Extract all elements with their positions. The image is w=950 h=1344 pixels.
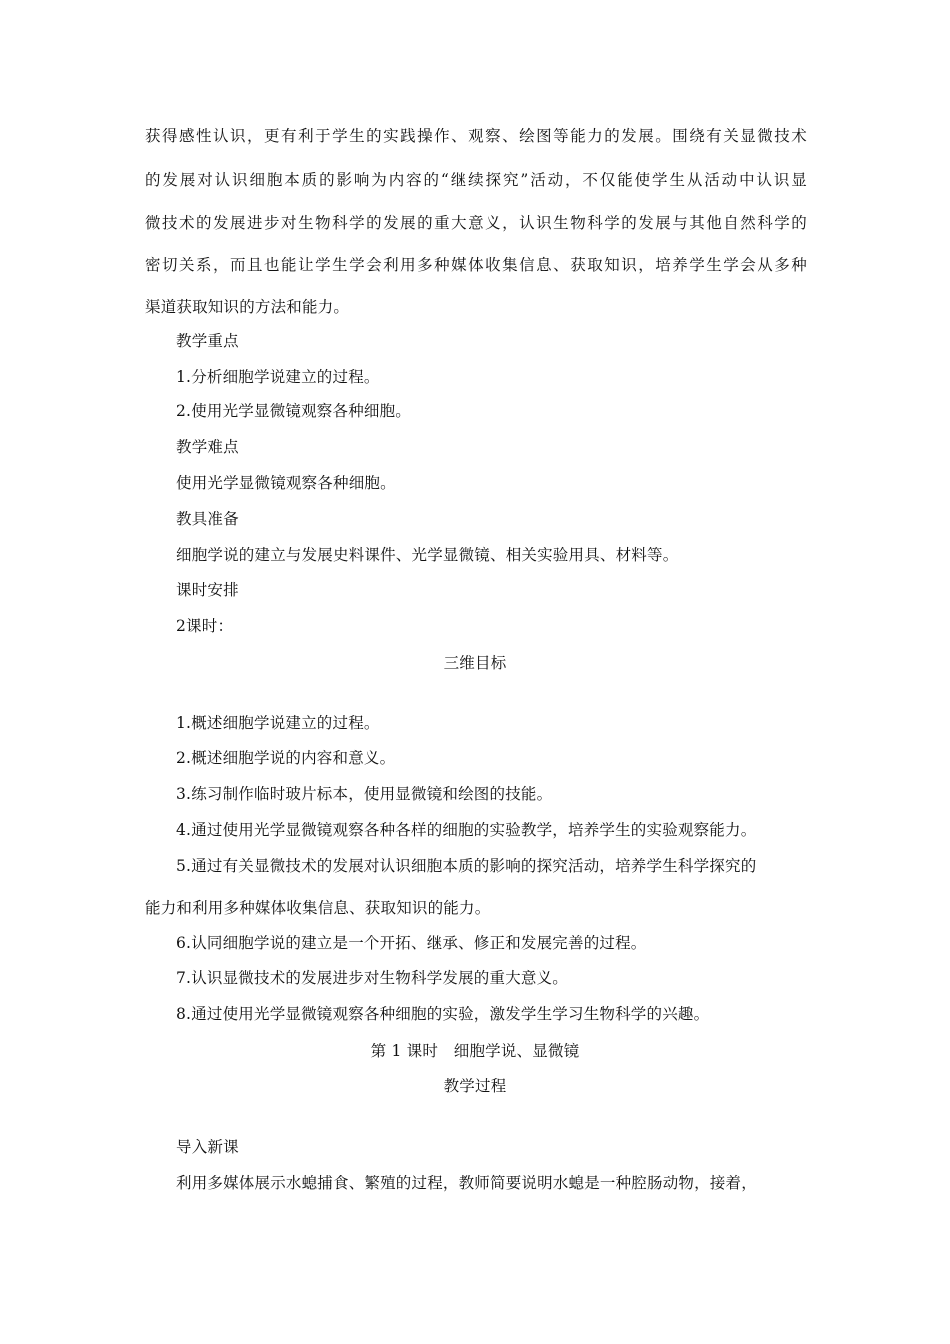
objectives-title: 三维目标: [443, 654, 507, 672]
lesson-title: 第 1 课时 细胞学说、显微镜: [370, 1042, 580, 1060]
process-title: 教学过程: [443, 1077, 507, 1095]
objective-item-continuation: 能力和利用多种媒体收集信息、获取知识的能力。: [145, 899, 491, 917]
objective-item: 7.认识显微技术的发展进步对生物科学发展的重大意义。: [176, 969, 568, 987]
paragraph-line: 获得感性认识，更有利于学生的实践操作、观察、绘图等能力的发展。围绕有关显微技术: [145, 127, 807, 145]
objective-item: 4.通过使用光学显微镜观察各种各样的细胞的实验教学，培养学生的实验观察能力。: [176, 821, 757, 839]
focus-item: 1.分析细胞学说建立的过程。: [176, 368, 380, 386]
objective-item: 2.概述细胞学说的内容和意义。: [176, 749, 396, 767]
aids-text: 细胞学说的建立与发展史料课件、光学显微镜、相关实验用具、材料等。: [176, 546, 679, 564]
intro-text: 利用多媒体展示水螅捕食、繁殖的过程，教师简要说明水螅是一种腔肠动物，接着，: [176, 1174, 757, 1192]
section-heading-teaching-focus: 教学重点: [176, 332, 239, 350]
focus-item: 2.使用光学显微镜观察各种细胞。: [176, 402, 411, 420]
paragraph-line: 的发展对认识细胞本质的影响为内容的“继续探究”活动，不仅能使学生从活动中认识显: [145, 171, 807, 189]
paragraph-line: 微技术的发展进步对生物科学的发展的重大意义，认识生物科学的发展与其他自然科学的: [145, 214, 807, 232]
paragraph-line: 渠道获取知识的方法和能力。: [145, 298, 350, 316]
schedule-text: 2课时：: [176, 617, 234, 635]
objective-item: 8.通过使用光学显微镜观察各种细胞的实验，激发学生学习生物科学的兴趣。: [176, 1005, 710, 1023]
section-heading-intro: 导入新课: [176, 1138, 239, 1156]
objective-item: 1.概述细胞学说建立的过程。: [176, 714, 380, 732]
section-heading-schedule: 课时安排: [176, 581, 239, 599]
objective-item: 5.通过有关显微技术的发展对认识细胞本质的影响的探究活动，培养学生科学探究的: [176, 857, 757, 875]
objective-item: 3.练习制作临时玻片标本，使用显微镜和绘图的技能。: [176, 785, 553, 803]
objective-item: 6.认同细胞学说的建立是一个开拓、继承、修正和发展完善的过程。: [176, 934, 647, 952]
section-heading-teaching-difficulty: 教学难点: [176, 438, 239, 456]
section-heading-teaching-aids: 教具准备: [176, 510, 239, 528]
paragraph-line: 密切关系，而且也能让学生学会利用多种媒体收集信息、获取知识，培养学生学会从多种: [145, 256, 807, 274]
difficulty-text: 使用光学显微镜观察各种细胞。: [176, 474, 396, 492]
